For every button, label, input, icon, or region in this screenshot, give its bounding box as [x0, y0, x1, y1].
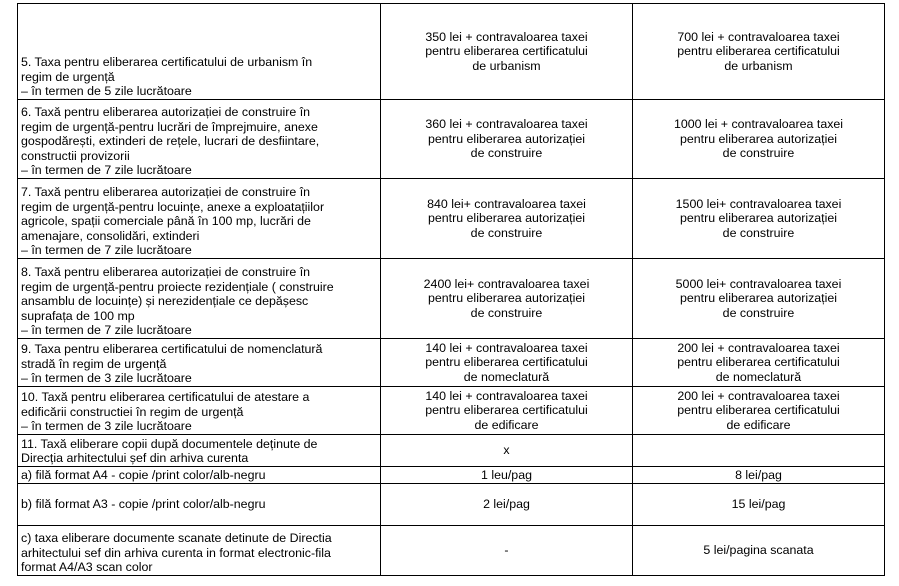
fee-description-cell — [18, 4, 381, 100]
fee-description-cell — [18, 435, 381, 467]
fee-description: 9. Taxa pentru eliberarea certificatului de nomenclatură stradă în regim de urgență – în termen de 3 zile lucrătoare — [21, 342, 323, 386]
table-row — [18, 179, 885, 259]
fee-urgent-cell — [633, 4, 885, 100]
table-row — [18, 526, 885, 576]
fee-urgent-cell — [633, 484, 885, 526]
fee-urgent-cell — [633, 339, 885, 387]
fee-description: 11. Taxă eliberare copii după documentele deținute de Direcția arhitectului șef din arhiva curenta — [21, 436, 318, 466]
fee-urgent-cell — [633, 179, 885, 259]
fee-value: 5 lei/pagina scanata — [703, 543, 814, 558]
fee-value: 840 lei+ contravaloarea taxei pentru eliberarea autorizației de construire — [427, 196, 586, 240]
fees-table — [17, 3, 885, 576]
table-row — [18, 259, 885, 339]
fee-regular-cell — [381, 467, 633, 484]
fee-regular-cell — [381, 484, 633, 526]
fee-description-cell — [18, 526, 381, 576]
fee-regular-cell — [381, 435, 633, 467]
fee-regular-cell — [381, 4, 633, 100]
fee-regular-cell — [381, 387, 633, 435]
fee-value: 700 lei + contravaloarea taxei pentru eliberarea certificatului de urbanism — [677, 29, 840, 73]
fee-regular-cell — [381, 259, 633, 339]
table-row — [18, 467, 885, 484]
fee-regular-cell — [381, 100, 633, 179]
fee-value: 15 lei/pag — [731, 497, 786, 512]
fee-urgent-cell — [633, 387, 885, 435]
fee-urgent-cell — [633, 467, 885, 484]
fee-description: 10. Taxă pentru eliberarea certificatului de atestare a edificării constructiei în regim de urgență – în termen de 3 zile lucrătoare — [21, 390, 310, 434]
fee-value: 5000 lei+ contravaloarea taxei pentru eliberarea autorizației de construire — [675, 276, 842, 320]
fee-description: 5. Taxa pentru eliberarea certificatului de urbanism în regim de urgență – în termen de 5 zile lucrătoare — [21, 55, 313, 99]
fee-value: 140 lei + contravaloarea taxei pentru eliberarea certificatului de nomeclatură — [425, 340, 588, 384]
fee-description: c) taxa eliberare documente scanate detinute de Directia arhitectului sef din arhiva curenta in format electronic-fila format A4/A3 scan color — [21, 531, 332, 575]
fee-value: 350 lei + contravaloarea taxei pentru eliberarea certificatului de urbanism — [425, 29, 588, 73]
fee-description-cell — [18, 100, 381, 179]
table-row — [18, 339, 885, 387]
fee-urgent-cell — [633, 526, 885, 576]
table-row — [18, 484, 885, 526]
fee-urgent-cell — [633, 435, 885, 467]
fee-value: 1500 lei+ contravaloarea taxei pentru eliberarea autorizației de construire — [675, 196, 842, 240]
fee-description: 8. Taxă pentru eliberarea autorizației de construire în regim de urgență-pentru proiecte rezidențiale ( construire ansamblu de locuințe) și nerezidențiale ce depășesc suprafața de 100 mp – în termen de 7 zile lucrătoare — [21, 265, 334, 338]
fee-value: x — [503, 443, 510, 458]
fee-description-cell — [18, 387, 381, 435]
fee-urgent-cell — [633, 259, 885, 339]
fee-description: 6. Taxă pentru eliberarea autorizației de construire în regim de urgență-pentru lucrări de împrejmuire, anexe gospodărești, extinderi de rețele, lucrari de desfiintare, constructii provizorii – în termen de 7 zile lucrătoare — [21, 105, 320, 178]
fee-value: - — [504, 543, 509, 558]
fee-description-cell — [18, 339, 381, 387]
fee-description: 7. Taxă pentru eliberarea autorizației de construire în regim de urgență-pentru locuințe, anexe a exploatațiilor agricole, spații comerciale până în 100 mp, lucrări de amenajare, consolidări, extinderi – în termen de 7 zile lucrătoare — [21, 185, 325, 258]
fee-urgent-cell — [633, 100, 885, 179]
fee-value: 200 lei + contravaloarea taxei pentru eliberarea certificatului de nomeclatură — [677, 340, 840, 384]
table-row — [18, 4, 885, 100]
table-row — [18, 435, 885, 467]
fee-description: b) filă format A3 - copie /print color/alb-negru — [21, 497, 266, 512]
fee-description-cell — [18, 179, 381, 259]
fee-value: 360 lei + contravaloarea taxei pentru eliberarea autorizației de construire — [425, 117, 588, 161]
fee-description-cell — [18, 259, 381, 339]
fee-description: a) filă format A4 - copie /print color/alb-negru — [21, 468, 266, 483]
fee-regular-cell — [381, 339, 633, 387]
fee-regular-cell — [381, 179, 633, 259]
fee-description-cell — [18, 484, 381, 526]
table-row — [18, 387, 885, 435]
fee-regular-cell — [381, 526, 633, 576]
fee-value: 1 leu/pag — [481, 467, 532, 482]
fee-value: 2 lei/pag — [483, 497, 530, 512]
table-row — [18, 100, 885, 179]
fee-value: 140 lei + contravaloarea taxei pentru eliberarea certificatului de edificare — [425, 388, 588, 432]
fee-value: 8 lei/pag — [735, 467, 782, 482]
fee-value: 1000 lei + contravaloarea taxei pentru eliberarea autorizației de construire — [673, 117, 844, 161]
fee-value: 200 lei + contravaloarea taxei pentru eliberarea certificatului de edificare — [677, 388, 840, 432]
fee-value: 2400 lei+ contravaloarea taxei pentru eliberarea autorizației de construire — [423, 276, 590, 320]
fee-description-cell — [18, 467, 381, 484]
